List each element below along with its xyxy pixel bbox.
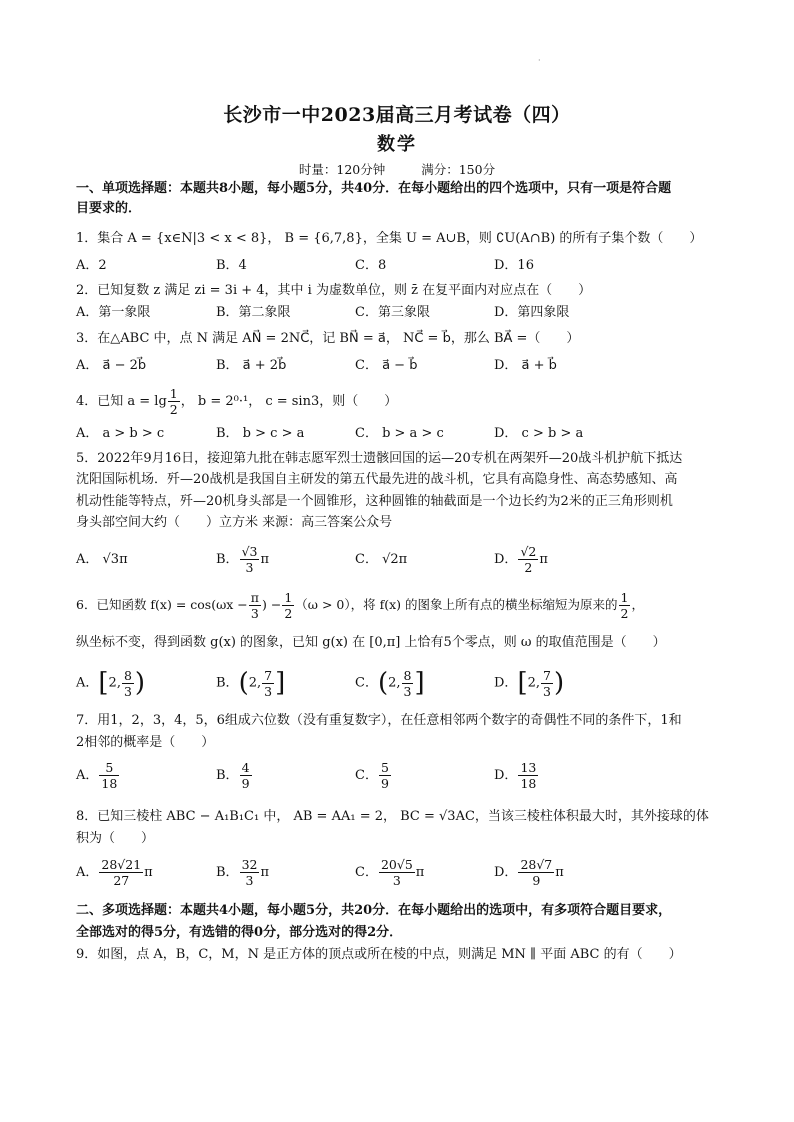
q6-line2: 纵坐标不变，得到函数 g(x) 的图象，已知 g(x) 在 [0,π] 上恰有5个零点，则 ω 的取值范围是（ ） [76,635,666,650]
q7-option-a-den: 18 [101,776,118,791]
q6-option-c [355,662,425,705]
exam-meta [0,160,794,178]
q6-line1-c: （ω > 0），将 f(x) 的图象上所有点的横坐标缩短为原来的 [295,597,618,612]
q5-option-b-pi: π [260,552,270,567]
q7-option-c-den: 9 [380,776,389,791]
exam-subject: 数学 [377,134,417,155]
q4-option-d: D． c > b > a [494,426,584,441]
q6-frac2 [282,590,294,621]
q6-option-c-value: 2, [388,675,401,691]
q4-option-a: A． a > b > c [76,426,165,441]
q8-option-a-pi: π [144,865,153,880]
q6-option-b-right: ] [275,668,286,698]
q7-option-a-num: 5 [99,760,119,776]
section1-heading-line2: 目要求的． [76,201,142,216]
q7-option-b-num: 4 [241,760,250,775]
q5-option-d-label: D． [494,552,518,567]
q7-option-d-num: 13 [520,760,537,775]
q6-option-a-left: [ [98,668,109,698]
q4-fraction-den: 2 [169,402,178,417]
q9-text: 9．如图，点 A，B，C，M，N 是正方体的顶点或所在棱的中点，则满足 MN ∥ 平面 ABC 的有（ ） [76,947,682,962]
q8-option-b-pi: π [260,865,270,880]
q1-text: 1．集合 A = {x∈N|3 < x < 8}， B = {6,7,8}，全集 U = A∪B，则 ∁U(A∩B) 的所有子集个数（ ） [76,231,703,246]
q4-fraction-num: 1 [169,386,178,401]
q6-frac1 [249,590,261,621]
q3-option-c: C． a⃗ − b⃗ [355,358,418,373]
q5-option-c: C． √2π [355,552,408,567]
dot-mark: · [538,56,541,65]
q7-options [76,756,726,796]
q7-option-b [216,756,253,796]
q8-option-d [494,852,564,894]
q8-option-b-label: B． [216,865,239,880]
q8-option-a-label: A． [76,865,99,880]
q6-line1-a: 6．已知函数 f(x) = cos(ωx − [76,597,248,612]
q6-option-b-label: B． [216,675,239,691]
q3-text: 3．在△ABC 中，点 N 满足 AN⃗ = 2NC⃗，记 BN⃗ = a⃗， NC⃗ = b⃗，那么 BA⃗ =（ ） [76,331,580,346]
q6-frac3-num: 1 [620,590,629,605]
q6-option-d-label: D． [494,675,518,691]
q6-option-a-num: 8 [123,667,132,683]
q5-option-b-den: 3 [245,560,254,575]
section1-heading-line1: 一、单项选择题：本题共8小题，每小题5分，共40分．在每小题给出的四个选项中，只有一项是符合题 [76,181,672,196]
q8-line2: 积为（ ） [76,831,155,846]
q7-option-c [355,756,392,796]
q4-option-c: C． b > a > c [355,426,444,441]
q6-option-a [76,662,145,705]
q6-option-c-left: ( [377,668,389,698]
q7-option-b-label: B． [216,768,239,783]
q4-option-b: B． b > c > a [216,426,305,441]
q4-text [76,386,726,418]
q8-option-c-den: 3 [392,873,401,888]
q8-option-c [355,852,424,894]
q5-option-d-pi: π [539,552,548,567]
q8-option-d-den: 9 [532,873,541,888]
q7-option-d-fraction [518,760,538,791]
q8-option-c-label: C． [355,865,378,880]
q6-line1-d: ， [631,597,644,612]
q7-option-c-fraction [379,760,391,791]
q7-option-a-fraction [99,760,119,791]
q5-option-d-fraction [518,544,538,575]
q1-option-a: A．2 [76,258,107,273]
q6-frac3-den: 2 [620,606,629,621]
q2-option-d: D．第四象限 [494,305,570,320]
q7-option-d [494,756,539,796]
q7-option-b-fraction [240,760,252,791]
q6-option-d-num: 7 [543,667,551,683]
q7-option-a [76,756,120,796]
q7-option-c-label: C． [355,768,378,783]
q7-line2: 2相邻的概率是（ ） [76,735,215,750]
q8-option-b-fraction [240,857,260,888]
q7-option-a-label: A． [76,768,99,783]
q7-option-d-label: D． [494,768,518,783]
q5-option-b-num: √3 [241,544,258,559]
q8-line1: 8．已知三棱柱 ABC − A₁B₁C₁ 中， AB = AA₁ = 2， BC = √3AC，当该三棱柱体积最大时，其外接球的体 [76,809,709,824]
q6-frac2-num: 1 [284,590,293,605]
q4-text-b: ， b = 2⁰·¹， c = sin3，则（ ） [180,394,398,409]
q6-option-a-right: ) [134,668,146,698]
q5-option-b-fraction [240,544,260,575]
q3-option-a: A． a⃗ − 2b⃗ [76,358,147,373]
q6-option-c-num: 8 [403,667,412,683]
q8-option-c-num: 20√5 [380,857,413,872]
q8-options [76,852,726,894]
q8-option-c-fraction [379,857,415,888]
q8-option-a-den: 27 [113,873,130,888]
q8-option-c-pi: π [415,865,425,880]
q6-option-b [216,662,285,705]
section2-heading-line1: 二、多项选择题：本题共4小题，每小题5分，共20分．在每小题给出的选项中，有多项符合题目要求， [76,903,672,918]
q1-option-c: C．8 [355,258,387,273]
section2-heading-line2: 全部选对的得5分，有选错的得0分，部分选对的得2分． [76,925,403,940]
q7-option-c-num: 5 [380,760,389,775]
q5-line3: 机动性能等特点，歼—20机身头部是一个圆锥形，这种圆锥的轴截面是一个边长约为2米的正三角形则机 [76,494,673,509]
q4-text-a: 4．已知 a = lg [76,394,167,409]
q5-option-d-num: √2 [520,544,537,559]
q6-option-a-den: 3 [123,683,132,699]
q7-option-d-den: 18 [520,776,537,791]
q6-option-c-label: C． [355,675,378,691]
q8-option-b-den: 3 [245,873,254,888]
q6-option-b-fraction [262,668,274,699]
q8-option-d-pi: π [555,865,564,880]
exam-time: 时量：120分钟 [298,162,386,177]
q6-option-d-den: 3 [543,683,551,699]
q7-line1: 7．用1，2，3，4，5，6组成六位数（没有重复数字），在任意相邻两个数字的奇偶性不同的条件下，1和 [76,713,682,728]
q6-option-a-label: A． [76,675,99,691]
q5-option-d-den: 2 [524,560,533,575]
q6-option-a-fraction [122,668,134,699]
q5-option-d [494,540,548,580]
q8-option-a-fraction [99,857,143,888]
q4-fraction [168,386,180,417]
q2-option-b: B．第二象限 [216,305,291,320]
q5-option-a: A． √3π [76,552,128,567]
q5-options [76,540,726,580]
q5-line1: 5．2022年9月16日，接迎第九批在韩志愿军烈士遗骸回国的运—20专机在两架歼—20战斗机护航下抵达 [76,451,683,466]
q1-option-b: B．4 [216,258,247,273]
q7-option-b-den: 9 [241,776,250,791]
q5-option-b-label: B． [216,552,239,567]
q8-option-d-label: D． [494,865,518,880]
q3-option-d: D． a⃗ + b⃗ [494,358,557,373]
q6-option-c-den: 3 [403,683,412,699]
q8-option-d-fraction [518,857,554,888]
q6-option-c-fraction [402,668,414,699]
q2-option-c: C．第三象限 [355,305,430,320]
q6-option-d-fraction [541,668,553,699]
q6-option-d-left: [ [517,668,528,698]
q5-option-b [216,540,269,580]
q5-line2: 沈阳国际机场．歼—20战机是我国自主研发的第五代最先进的战斗机，它具有高隐身性、高态势感知、高 [76,472,678,487]
q6-frac3 [619,590,631,621]
q6-line1 [76,588,726,622]
q8-option-a-num: 28√21 [101,857,142,872]
q6-frac2-den: 2 [284,606,293,621]
q8-option-d-num: 28√7 [520,857,553,872]
q6-line1-b: ) − [262,597,282,612]
q6-option-a-value: 2, [108,675,121,691]
q6-frac1-num: π [250,590,260,605]
q5-line4: 身头部空间大约（ ）立方米 来源：高三答案公众号 [76,515,393,530]
q6-option-d-right: ) [553,668,565,698]
q6-option-c-right: ] [414,668,425,698]
exam-score: 满分：150分 [421,162,496,177]
q6-option-b-den: 3 [264,683,273,699]
q6-frac1-den: 3 [250,606,259,621]
q6-option-d [494,662,564,705]
q6-option-b-left: ( [238,668,249,698]
q2-option-a: A．第一象限 [76,305,151,320]
q6-option-d-value: 2, [527,675,540,691]
q6-options [76,662,726,704]
q1-option-d: D．16 [494,258,534,273]
q6-option-b-value: 2, [248,675,262,691]
exam-title: 长沙市一中2023届高三月考试卷（四） [223,104,571,126]
q6-option-b-num: 7 [264,667,273,683]
q8-option-b-num: 32 [241,857,258,872]
q8-option-b [216,852,269,894]
q8-option-a [76,852,153,894]
q3-option-b: B． a⃗ + 2b⃗ [216,358,287,373]
q2-text: 2．已知复数 z 满足 zi = 3i + 4，其中 i 为虚数单位，则 z̄ 在复平面内对应点在（ ） [76,283,592,298]
